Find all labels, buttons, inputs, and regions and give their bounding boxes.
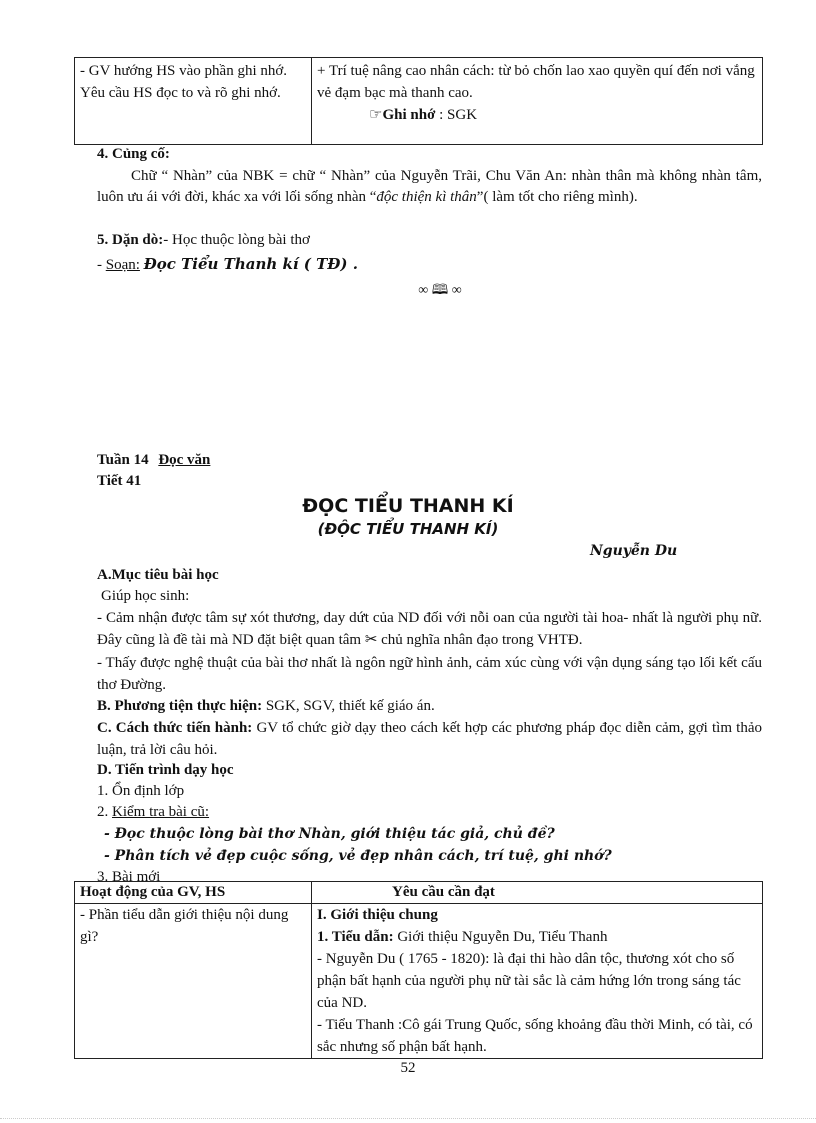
tieu-dan-label: 1. Tiểu dẫn: — [317, 929, 394, 945]
ghi-nho-note — [317, 104, 757, 126]
cung-co-body: Chữ “ Nhàn” của NBK = chữ “ Nhàn” của Nguyễn Trãi, Chu Văn An: nhàn thân mà không nhàn tâm, luôn ưu ái với đời, khác xa với lối sống nhàn “ — [97, 168, 762, 205]
soan-prefix: - — [97, 257, 106, 273]
lesson-subtitle: (ĐỘC TIỂU THANH KÍ) — [317, 520, 499, 538]
lesson-author: Nguyễn Du — [590, 543, 678, 559]
review-question-1: - Đọc thuộc lòng bài thơ Nhàn, giới thiệu tác giả, chủ đề? — [104, 826, 555, 842]
dan-do-line — [97, 230, 310, 251]
sec-d-step-3: 3. Bài mới — [97, 869, 161, 885]
tieu-dan-text: Giới thiệu Nguyễn Du, Tiểu Thanh — [397, 929, 608, 945]
ghi-nho-value: : SGK — [439, 107, 478, 123]
sec-c-para — [97, 717, 762, 761]
cung-co-heading: 4. Củng cố: — [97, 146, 170, 162]
soan-label: Soạn: — [105, 257, 140, 273]
page-number: 52 — [400, 1060, 416, 1076]
activity-left-text: - Phần tiểu dẫn giới thiệu nội dung gì? — [80, 907, 289, 945]
tieu-dan-line — [317, 926, 757, 948]
sec-a-item-1: - Cảm nhận được tâm sự xót thương, day dứt của ND đối với nỗi oan của người tài hoa- nhất là người phụ nữ. Đây cũng là đề tài mà ND đặt biệt quan tâm ✂ chủ nghĩa nhân đạo trong VHTĐ. — [97, 610, 762, 648]
sec-c-heading: C. Cách thức tiến hành: — [97, 720, 253, 736]
cung-co-text — [97, 166, 762, 208]
sec-d-step-2-number: 2. — [97, 804, 109, 820]
review-question-2: - Phân tích vẻ đẹp cuộc sống, vẻ đẹp nhân cách, trí tuệ, ghi nhớ? — [104, 848, 612, 864]
page-bottom-divider — [0, 1118, 816, 1119]
tieu-thanh-text: - Tiểu Thanh :Cô gái Trung Quốc, sống khoảng đầu thời Minh, có tài, có sắc nhưng số phận bất hạnh. — [317, 1017, 753, 1055]
sec-c-text: GV tổ chức giờ dạy theo cách kết hợp các phương pháp đọc diễn cảm, gợi tìm thảo luận, trả lời câu hỏi. — [97, 720, 762, 758]
sec-d-step-2-label: Kiểm tra bài cũ: — [112, 804, 210, 820]
soan-value: Đọc Tiểu Thanh kí ( TĐ) . — [143, 255, 358, 273]
activity-table-head-left: Hoạt động của GV, HS — [75, 882, 312, 904]
cung-co-end: ”( làm tốt cho riêng mình). — [476, 189, 638, 205]
nguyen-du-text: - Nguyễn Du ( 1765 - 1820): là đại thi hào dân tộc, thương xót cho số phận bất hạnh của người phụ nữ tài sắc là cảm hứng lớn trong sáng tác của ND. — [317, 951, 741, 1011]
sec-d-heading: D. Tiến trình dạy học — [97, 762, 234, 778]
ghi-nho-label: Ghi nhớ — [382, 107, 436, 123]
lesson-week: Tuần 14 — [97, 452, 149, 468]
top-table-left-cell — [75, 58, 312, 145]
cung-co-italic: độc thiện kì thân — [376, 189, 477, 205]
activity-table-head-right: Yêu cầu cần đạt — [312, 882, 763, 904]
sec-d-step-2 — [97, 802, 209, 823]
sec-a-item-2: - Thấy được nghệ thuật của bài thơ nhất là ngôn ngữ hình ảnh, cảm xúc cùng với vận dụng sáng tạo lối kết cấu thơ Đường. — [97, 655, 762, 693]
lesson-subject: Đọc văn — [158, 452, 211, 468]
activity-table-right-cell — [312, 904, 763, 1059]
sec-b-heading: B. Phương tiện thực hiện: — [97, 698, 263, 714]
ornament-icon: ∞ 🕮 ∞ — [418, 283, 462, 298]
sec-d-step-1: 1. Ổn định lớp — [97, 783, 185, 799]
lesson-period: Tiết 41 — [97, 473, 142, 489]
top-table — [74, 57, 763, 145]
activity-table-row — [75, 904, 763, 1059]
sec-a-heading: A.Mục tiêu bài học — [97, 567, 219, 583]
dan-do-text: - Học thuộc lòng bài thơ — [163, 232, 310, 248]
activity-table-header-row — [75, 882, 763, 904]
pointing-hand-icon: ☞ — [369, 107, 383, 123]
top-table-left-text: - GV hướng HS vào phần ghi nhớ. Yêu cầu HS đọc to và rõ ghi nhớ. — [80, 63, 288, 101]
lesson-week-line — [97, 450, 210, 471]
soan-line — [97, 254, 358, 276]
gioi-thieu-heading: I. Giới thiệu chung — [317, 907, 438, 923]
activity-table — [74, 881, 763, 1059]
dan-do-number: 5. — [97, 232, 109, 248]
top-table-right-cell — [312, 58, 763, 145]
dan-do-heading: Dặn dò: — [112, 232, 164, 248]
activity-table-left-cell — [75, 904, 312, 1059]
lesson-title: ĐỌC TIỂU THANH KÍ — [302, 495, 514, 517]
top-table-right-text: + Trí tuệ nâng cao nhân cách: từ bỏ chốn lao xao quyền quí đến nơi vắng vẻ đạm bạc mà thanh cao. — [317, 63, 755, 101]
sec-b-line — [97, 696, 435, 717]
sec-b-text: SGK, SGV, thiết kế giáo án. — [265, 698, 435, 714]
sec-a-intro: Giúp học sinh: — [101, 588, 190, 604]
